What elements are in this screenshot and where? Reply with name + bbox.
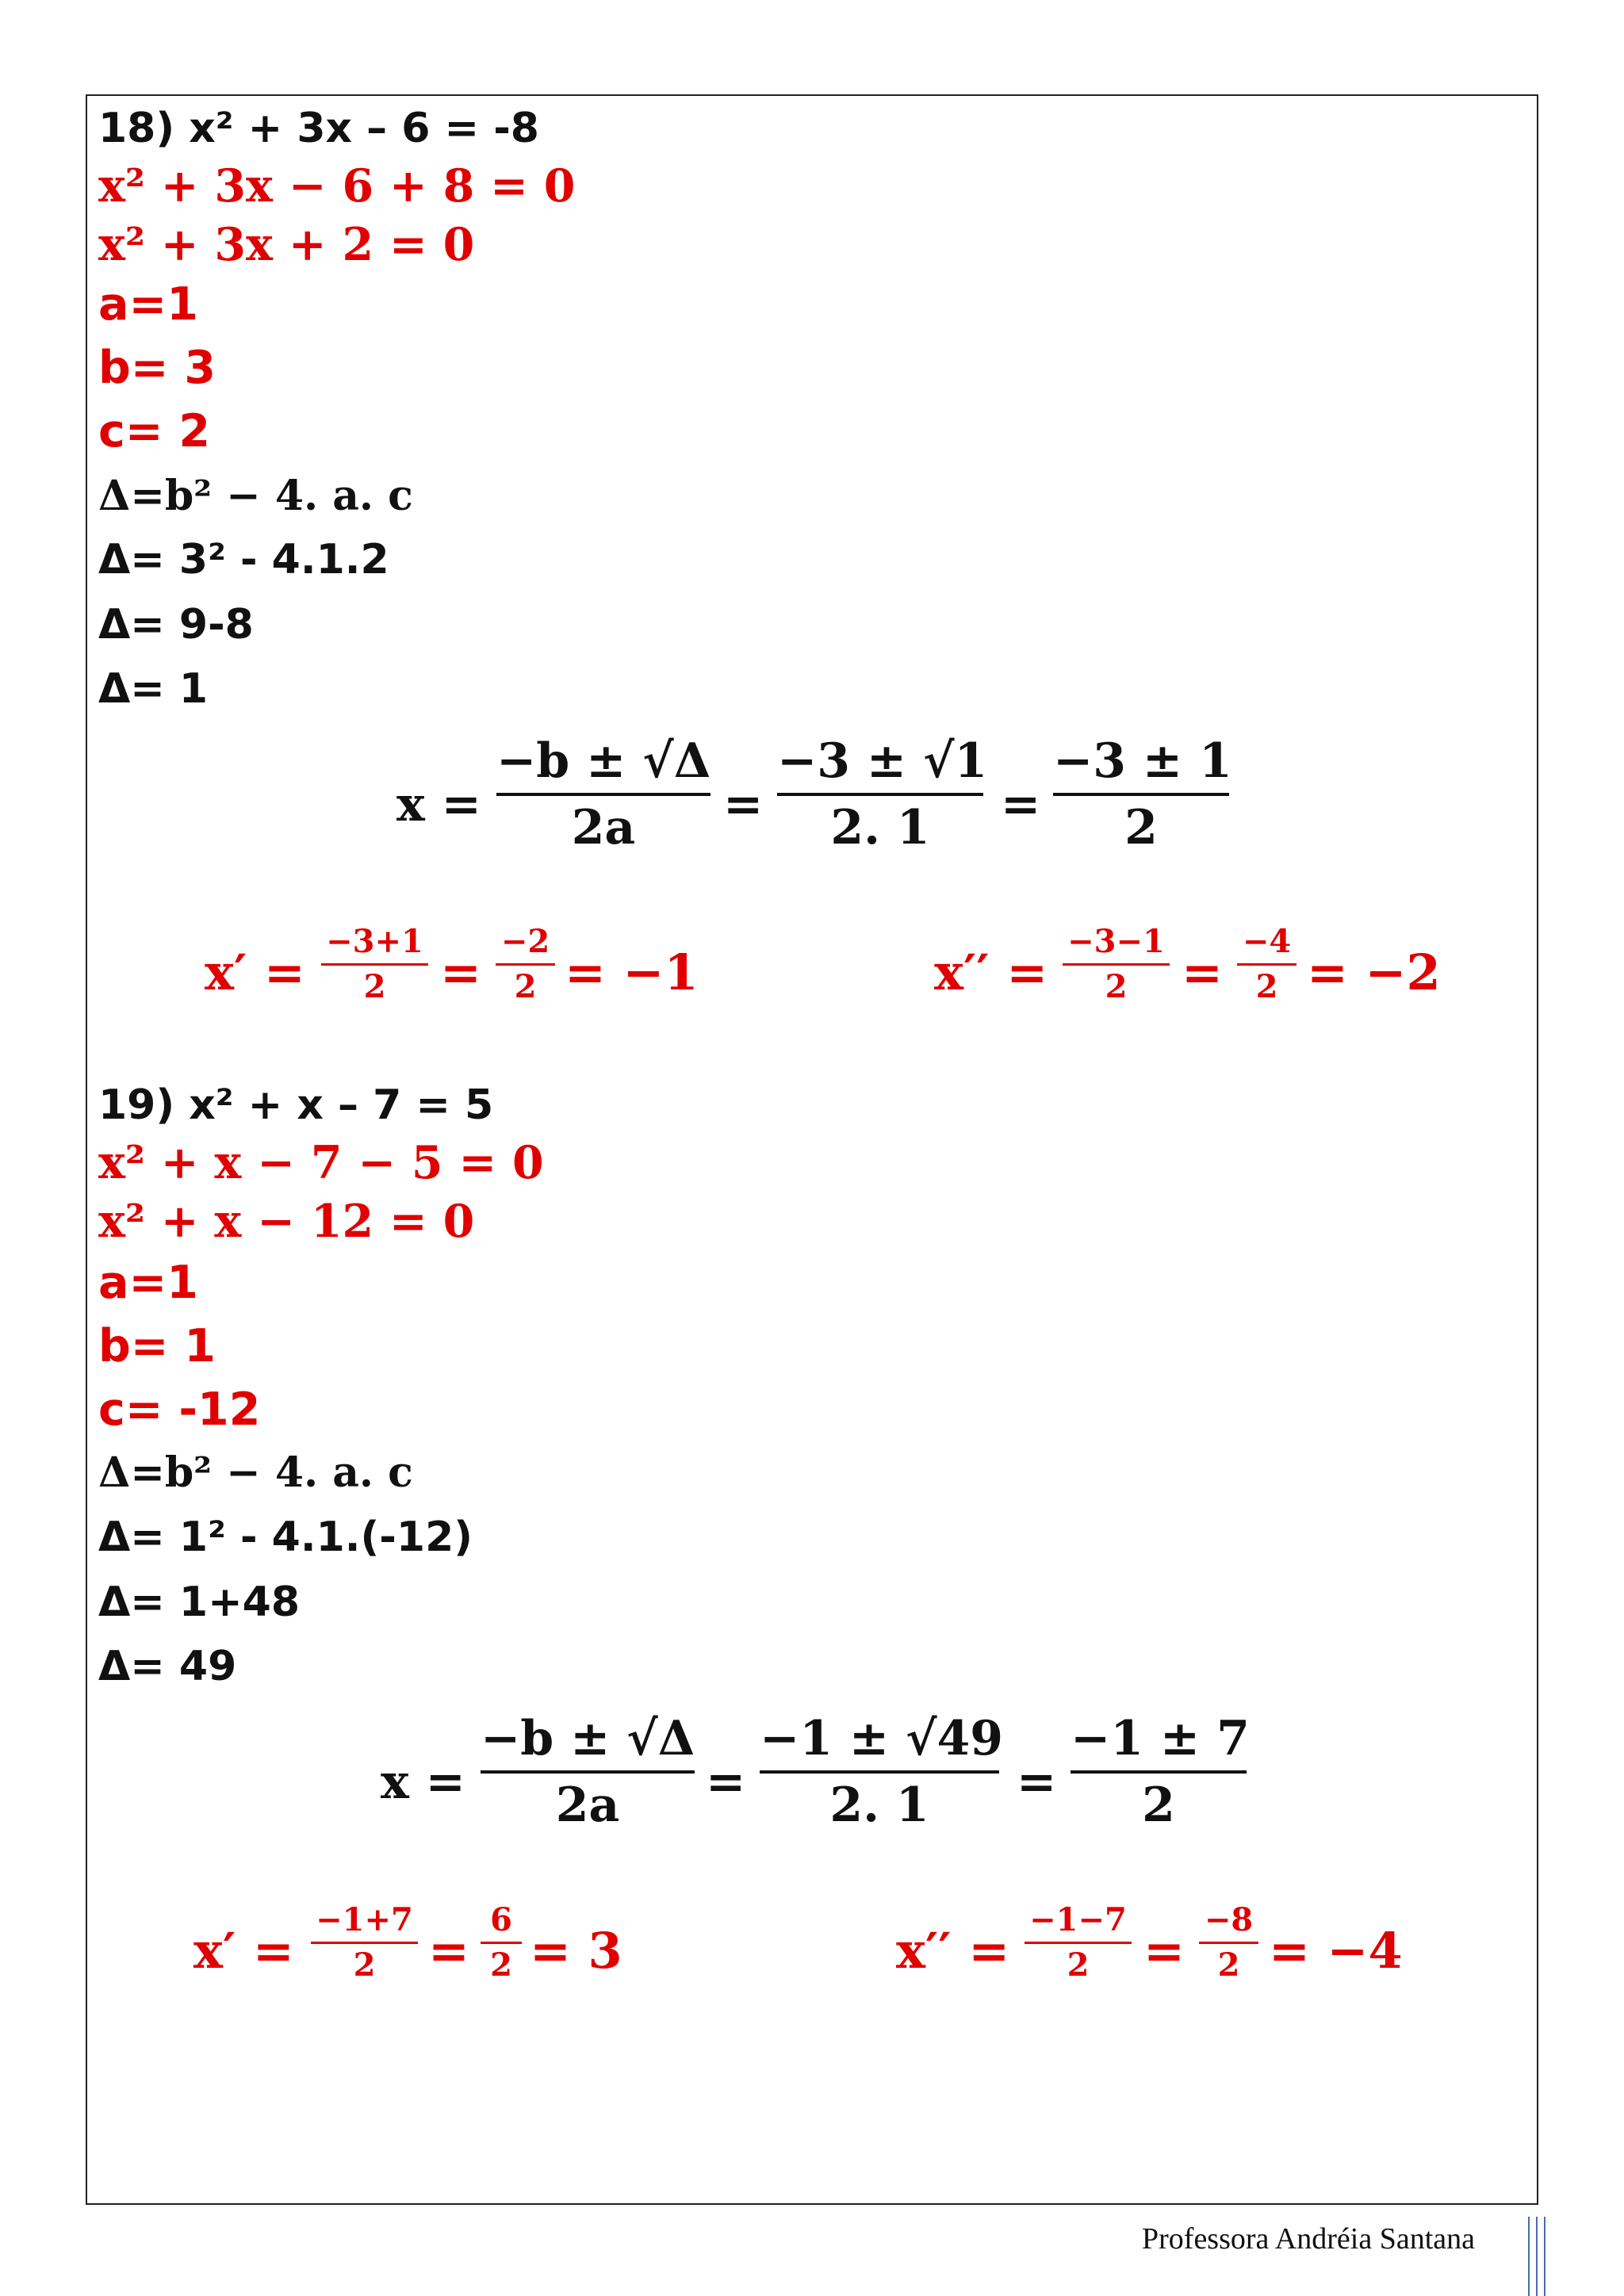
fraction-bar — [1237, 963, 1297, 966]
problem-19-step-2: x² + x − 12 = 0 — [98, 1195, 475, 1248]
problem-19-delta-step-2: Δ= 1+48 — [98, 1578, 301, 1626]
fraction-denominator: 2. 1 — [830, 800, 930, 855]
problem-19-delta-step-3: Δ= 49 — [98, 1643, 237, 1690]
bhaskara-fraction-simplified — [1053, 733, 1232, 855]
equals-sign: = — [1001, 777, 1041, 832]
root-fraction — [496, 923, 555, 1005]
fraction-denominator: 2a — [571, 800, 636, 855]
fraction-bar — [311, 1942, 418, 1944]
fraction-denominator: 2 — [490, 1946, 512, 1984]
fraction-numerator: −2 — [500, 923, 550, 960]
fraction-bar — [321, 963, 428, 966]
fraction-bar — [481, 1770, 695, 1774]
fraction-denominator: 2a — [555, 1777, 620, 1833]
fraction-denominator: 2 — [1105, 968, 1128, 1005]
fraction-bar — [496, 963, 555, 966]
fraction-denominator: 2 — [514, 968, 537, 1005]
problem-19-step-1: x² + x − 7 − 5 = 0 — [98, 1136, 544, 1189]
fraction-numerator: −3 ± √1 — [777, 733, 988, 789]
equals-sign: = — [440, 943, 481, 1001]
bhaskara-fraction-substituted — [777, 733, 988, 855]
problem-18-header: 18) x² + 3x – 6 = -8 — [98, 105, 539, 152]
fraction-bar — [777, 793, 983, 796]
bhaskara-fraction-general — [496, 733, 711, 855]
fraction-bar — [496, 793, 710, 796]
problem-18-delta-step-2: Δ= 9-8 — [98, 601, 254, 649]
equals-sign: = — [1182, 943, 1223, 1001]
bhaskara-fraction-simplified — [1071, 1711, 1250, 1833]
fraction-numerator: −1+7 — [316, 1901, 413, 1938]
bhaskara-lhs: x = — [381, 1755, 465, 1810]
fraction-bar — [481, 1942, 522, 1944]
fraction-bar — [1063, 963, 1170, 966]
fraction-numerator: −8 — [1204, 1901, 1254, 1938]
fraction-denominator: 2 — [353, 1946, 376, 1984]
footer-author: Professora Andréia Santana — [1142, 2222, 1475, 2256]
bhaskara-lhs: x = — [396, 777, 481, 832]
fraction-denominator: 2 — [1217, 1946, 1240, 1984]
bhaskara-fraction-general — [481, 1711, 695, 1833]
root-fraction — [1063, 923, 1170, 1005]
root-fraction — [321, 923, 428, 1005]
fraction-numerator: −1−7 — [1029, 1901, 1127, 1938]
fraction-numerator: −b ± √Δ — [481, 1711, 695, 1766]
footer-decoration-line — [1536, 2217, 1538, 2296]
fraction-bar — [760, 1770, 999, 1774]
bhaskara-fraction-substituted — [760, 1711, 1004, 1833]
fraction-numerator: −1 ± √49 — [760, 1711, 1004, 1766]
equals-sign: = — [428, 1922, 469, 1980]
fraction-denominator: 2 — [1142, 1777, 1175, 1833]
problem-18-coef-a: a=1 — [98, 278, 198, 331]
problem-19-delta-step-1: Δ= 1² - 4.1.(-12) — [98, 1513, 473, 1561]
fraction-numerator: −3 ± 1 — [1053, 733, 1232, 789]
root-result: = 3 — [530, 1922, 622, 1980]
fraction-bar — [1199, 1942, 1258, 1944]
root-result: = −1 — [565, 943, 699, 1001]
fraction-denominator: 2 — [363, 968, 386, 1005]
fraction-numerator: −b ± √Δ — [496, 733, 711, 789]
problem-18-step-1: x² + 3x − 6 + 8 = 0 — [98, 159, 576, 212]
root-lhs: x′′ = — [896, 1922, 1010, 1980]
equals-sign: = — [1143, 1922, 1185, 1980]
equals-sign: = — [706, 1755, 746, 1810]
fraction-denominator: 2 — [1067, 1946, 1090, 1984]
fraction-numerator: 6 — [490, 1901, 512, 1938]
fraction-bar — [1025, 1942, 1132, 1944]
problem-19-coef-b: b= 1 — [98, 1320, 216, 1372]
equals-sign: = — [723, 777, 764, 832]
problem-19-delta-formula: Δ=b² − 4. a. c — [98, 1448, 413, 1497]
problem-19-header: 19) x² + x – 7 = 5 — [98, 1081, 494, 1129]
root-fraction — [311, 1901, 418, 1984]
problem-18-delta-step-1: Δ= 3² - 4.1.2 — [98, 536, 389, 584]
fraction-denominator: 2 — [1124, 800, 1158, 855]
fraction-numerator: −3−1 — [1067, 923, 1165, 960]
root-lhs: x′′ = — [934, 943, 1048, 1001]
fraction-denominator: 2 — [1255, 968, 1278, 1005]
fraction-bar — [1071, 1770, 1247, 1774]
problem-18-coef-b: b= 3 — [98, 342, 216, 394]
fraction-bar — [1053, 793, 1229, 796]
fraction-numerator: −4 — [1242, 923, 1292, 960]
equals-sign: = — [1017, 1755, 1057, 1810]
root-lhs: x′ = — [193, 1922, 294, 1980]
root-lhs: x′ = — [205, 943, 305, 1001]
root-fraction — [1237, 923, 1297, 1005]
footer-decoration-line — [1544, 2217, 1545, 2296]
root-fraction — [481, 1901, 522, 1984]
fraction-denominator: 2. 1 — [829, 1777, 929, 1833]
root-fraction — [1025, 1901, 1132, 1984]
fraction-numerator: −1 ± 7 — [1071, 1711, 1250, 1766]
root-result: = −2 — [1307, 943, 1441, 1001]
problem-18-coef-c: c= 2 — [98, 405, 211, 457]
problem-18-step-2: x² + 3x + 2 = 0 — [98, 218, 475, 271]
problem-18-delta-step-3: Δ= 1 — [98, 665, 209, 713]
fraction-numerator: −3+1 — [326, 923, 423, 960]
footer-decoration-line — [1528, 2217, 1530, 2296]
root-fraction — [1199, 1901, 1258, 1984]
problem-19-coef-a: a=1 — [98, 1257, 198, 1309]
problem-19-coef-c: c= -12 — [98, 1383, 261, 1436]
problem-18-delta-formula: Δ=b² − 4. a. c — [98, 472, 413, 520]
root-result: = −4 — [1269, 1922, 1403, 1980]
